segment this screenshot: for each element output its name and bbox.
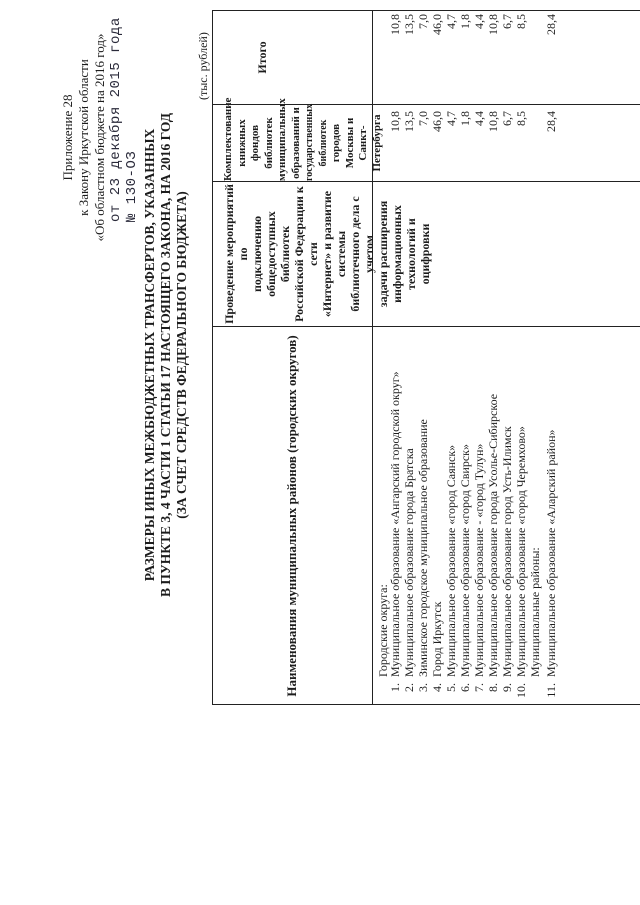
row-name: Муниципальное образование города Братска bbox=[402, 448, 416, 677]
row-number: 5. bbox=[444, 683, 458, 692]
row-name: Муниципальное образование - «город Тулун» bbox=[472, 443, 486, 677]
appendix-number: Приложение 28 bbox=[60, 94, 75, 181]
row-total-value: 6,7 bbox=[500, 14, 514, 29]
header-total-column: Итого bbox=[255, 41, 269, 74]
row-name: Муниципальное образование «город Саянск» bbox=[444, 444, 458, 677]
section-municipal-districts: Муниципальные районы: bbox=[528, 547, 542, 677]
row-books-value: 7,0 bbox=[416, 111, 430, 126]
row-name: Город Иркутск bbox=[430, 601, 444, 677]
header-municipality-column: Наименования муниципальных районов (городских округов) bbox=[284, 335, 299, 697]
row-books-value: 4,4 bbox=[472, 111, 486, 126]
row-total-value: 8,5 bbox=[514, 14, 528, 29]
title-line-2: В ПУНКТЕ 3, 4 ЧАСТИ 1 СТАТЬИ 17 НАСТОЯЩЕГО ЗАКОНА, НА 2016 ГОД bbox=[158, 112, 173, 598]
row-books-value: 6,7 bbox=[500, 111, 514, 126]
row-number: 2. bbox=[402, 683, 416, 692]
row-number: 4. bbox=[430, 683, 444, 692]
row-name: Муниципальное образование «Аларский район» bbox=[544, 429, 558, 677]
row-books-value: 8,5 bbox=[514, 111, 528, 126]
row-number: 8. bbox=[486, 683, 500, 692]
title-line-1: РАЗМЕРЫ ИНЫХ МЕЖБЮДЖЕТНЫХ ТРАНСФЕРТОВ, УКАЗАННЫХ bbox=[142, 128, 157, 582]
row-name: Муниципальное образование «Ангарский городской округ» bbox=[388, 371, 402, 677]
row-name: Зиминское городское муниципальное образование bbox=[416, 419, 430, 677]
row-total-value: 10,8 bbox=[388, 14, 402, 35]
row-total-value: 46,0 bbox=[430, 14, 444, 35]
row-total-value: 13,5 bbox=[402, 14, 416, 35]
law-date: от 23 декабря 2015 года bbox=[108, 17, 124, 222]
row-number: 3. bbox=[416, 683, 430, 692]
row-total-value: 1,8 bbox=[458, 14, 472, 29]
row-number: 6. bbox=[458, 683, 472, 692]
units-label: (тыс. рублей) bbox=[196, 32, 210, 100]
row-total-value: 4,7 bbox=[444, 14, 458, 29]
row-total-value: 4,4 bbox=[472, 14, 486, 29]
row-books-value: 28,4 bbox=[544, 111, 558, 132]
law-title: «Об областном бюджете на 2016 год» bbox=[92, 33, 107, 242]
row-total-value: 7,0 bbox=[416, 14, 430, 29]
row-number: 7. bbox=[472, 683, 486, 692]
row-books-value: 46,0 bbox=[430, 111, 444, 132]
row-name: Муниципальное образование города Усолье-Сибирское bbox=[486, 393, 500, 677]
section-urban-districts: Городские округа: bbox=[376, 584, 390, 677]
row-number: 11. bbox=[544, 683, 558, 698]
row-number: 10. bbox=[514, 683, 528, 698]
law-number: № 130-ОЗ bbox=[124, 150, 140, 222]
appendix-header bbox=[60, 15, 140, 260]
row-books-value: 4,7 bbox=[444, 111, 458, 126]
law-reference: к Закону Иркутской области bbox=[76, 59, 91, 216]
row-books-value: 10,8 bbox=[388, 111, 402, 132]
row-total-value: 28,4 bbox=[544, 14, 558, 35]
row-books-value: 10,8 bbox=[486, 111, 500, 132]
row-name: Муниципальное образование «город Свирск» bbox=[458, 443, 472, 677]
document-title bbox=[142, 105, 190, 605]
header-books-column: Комплектование книжных фондов библиотек муниципальных образований и государственных библиотек городов Москвы и Санкт- Петербурга bbox=[222, 97, 383, 181]
row-number: 1. bbox=[388, 683, 402, 692]
row-number: 9. bbox=[500, 683, 514, 692]
row-books-value: 13,5 bbox=[402, 111, 416, 132]
header-internet-column: Проведение мероприятий по подключению общедоступных библиотек Российской Федерации к сети «Интернет» и развитие системы библиотечного дела с учетом задачи расширения информационных технологий и оцифровки bbox=[222, 184, 432, 324]
row-total-value: 10,8 bbox=[486, 14, 500, 35]
title-line-3: (ЗА СЧЕТ СРЕДСТВ ФЕДЕРАЛЬНОГО БЮДЖЕТА) bbox=[174, 191, 189, 519]
row-books-value: 1,8 bbox=[458, 111, 472, 126]
row-name: Муниципальное образование «город Черемхово» bbox=[514, 426, 528, 677]
row-name: Муниципальное образование город Усть-Илимск bbox=[500, 426, 514, 677]
